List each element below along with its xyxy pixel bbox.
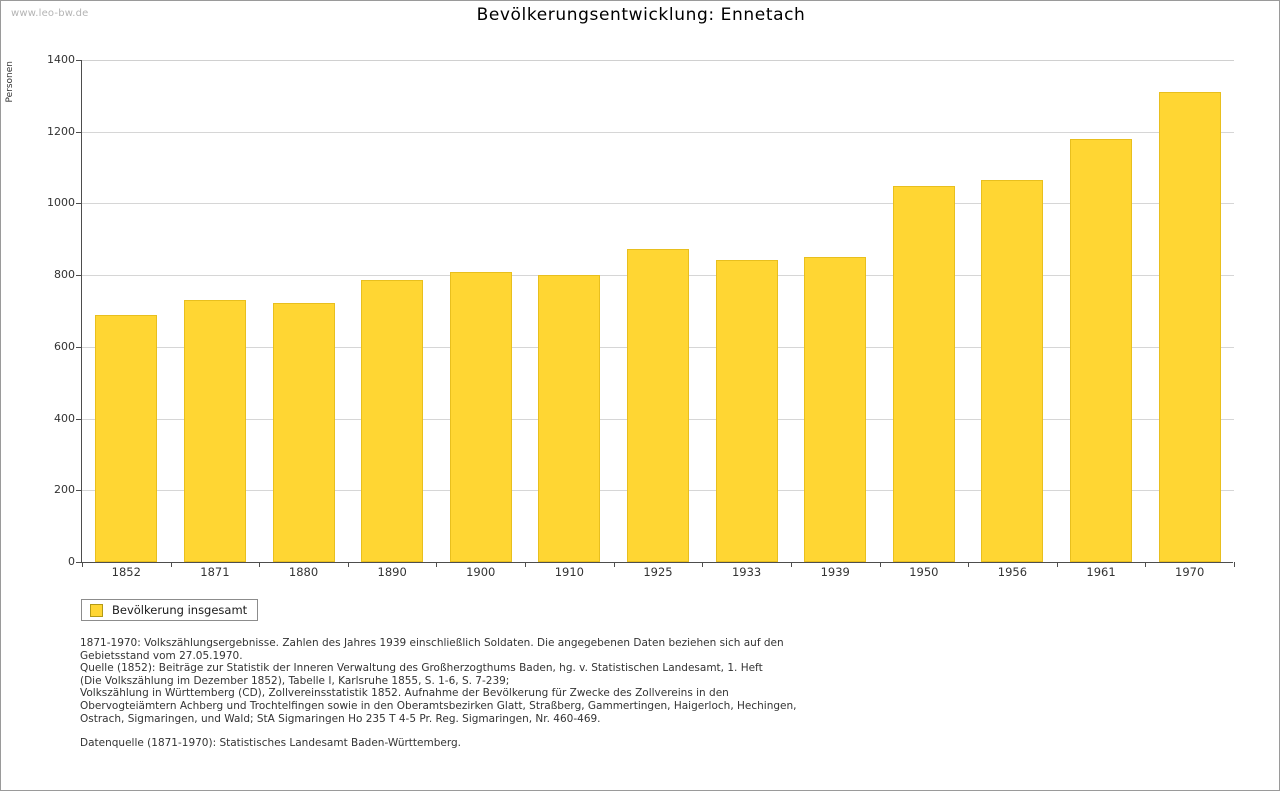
x-tick-mark	[348, 562, 349, 567]
note-line: (Die Volkszählung im Dezember 1852), Tabelle I, Karlsruhe 1855, S. 1-6, S. 7-239;	[80, 674, 510, 687]
x-tick-mark	[1057, 562, 1058, 567]
note-line: Obervogteiämtern Achberg und Trochtelfingen sowie in den Oberamtsbezirken Glatt, Straßberg, Gammertingen, Haigerloch, Hechingen,	[80, 699, 797, 712]
y-tick-label: 1200	[47, 124, 75, 138]
y-tick-label: 400	[54, 411, 75, 425]
page-title: Bevölkerungsentwicklung: Ennetach	[476, 5, 806, 25]
x-tick-label: 1933	[731, 565, 762, 579]
bar[interactable]	[716, 260, 778, 562]
x-tick-label: 1970	[1175, 565, 1205, 579]
bar[interactable]	[893, 186, 955, 562]
x-tick-mark	[968, 562, 969, 567]
bar[interactable]	[95, 315, 157, 562]
x-tick-mark	[259, 562, 260, 567]
x-tick-label: 1939	[820, 565, 850, 579]
bar-series	[82, 60, 1233, 562]
note-line: Volkszählung in Württemberg (CD), Zollvereinsstatistik 1852. Aufnahme der Bevölkerung für Zwecke des Zollvereins in den	[80, 687, 729, 700]
x-tick-mark	[1234, 562, 1235, 567]
x-tick-label: 1950	[909, 565, 939, 579]
x-tick-mark	[82, 562, 83, 567]
x-tick-label: 1871	[200, 565, 230, 579]
x-tick-label: 1900	[466, 565, 496, 579]
x-tick-mark	[436, 562, 437, 567]
bar[interactable]	[981, 180, 1043, 562]
x-axis-labels	[82, 565, 1233, 585]
x-tick-mark	[525, 562, 526, 567]
y-tick-label: 800	[54, 268, 75, 282]
bar[interactable]	[627, 249, 689, 562]
source-note: Datenquelle (1871-1970): Statistisches Landesamt Baden-Württemberg.	[80, 737, 461, 750]
y-axis-ticks	[1, 53, 75, 568]
y-tick-label: 200	[54, 483, 75, 497]
bar[interactable]	[538, 275, 600, 562]
x-tick-label: 1925	[643, 565, 673, 579]
x-tick-label: 1880	[288, 565, 319, 579]
bar[interactable]	[273, 303, 335, 562]
note-spacer	[80, 725, 1080, 737]
y-tick-mark	[76, 419, 81, 420]
x-tick-mark	[171, 562, 172, 567]
legend-label: Bevölkerung insgesamt	[112, 603, 248, 617]
x-tick-mark	[614, 562, 615, 567]
y-tick-mark	[76, 60, 81, 61]
bar[interactable]	[361, 280, 423, 562]
chart-notes	[80, 637, 1080, 750]
x-tick-label: 1961	[1086, 565, 1116, 579]
note-line: 1871-1970: Volkszählungsergebnisse. Zahlen des Jahres 1939 einschließlich Soldaten. Die angegebenen Daten beziehen sich auf den	[80, 637, 784, 649]
y-tick-label: 1000	[47, 196, 75, 210]
x-tick-label: 1956	[997, 565, 1028, 579]
bar[interactable]	[1070, 139, 1132, 562]
x-tick-label: 1890	[377, 565, 407, 579]
note-line: Gebietsstand vom 27.05.1970.	[80, 649, 243, 662]
y-tick-label: 1400	[47, 53, 75, 66]
bar[interactable]	[450, 272, 512, 562]
chart-legend	[81, 599, 258, 621]
y-tick-mark	[76, 203, 81, 204]
x-tick-label: 1910	[554, 565, 584, 579]
x-tick-mark	[791, 562, 792, 567]
y-tick-mark	[76, 132, 81, 133]
bar[interactable]	[184, 300, 246, 562]
y-axis-label: Personen	[5, 61, 15, 103]
y-tick-label: 0	[68, 555, 75, 568]
x-axis-line	[81, 562, 1233, 563]
x-tick-mark	[702, 562, 703, 567]
y-tick-mark	[76, 347, 81, 348]
note-line: Quelle (1852): Beiträge zur Statistik der Inneren Verwaltung des Großherzogthums Baden, hg. v. Statistischen Landesamt, 1. Heft	[80, 662, 763, 675]
bar[interactable]	[1159, 92, 1221, 562]
legend-swatch-icon	[90, 604, 103, 617]
y-tick-label: 600	[54, 339, 75, 353]
y-tick-mark	[76, 275, 81, 276]
x-tick-label: 1852	[111, 565, 141, 579]
note-line: Ostrach, Sigmaringen, und Wald; StA Sigmaringen Ho 235 T 4-5 Pr. Reg. Sigmaringen, Nr. 460-469.	[80, 712, 601, 725]
x-tick-mark	[880, 562, 881, 567]
watermark: www.leo-bw.de	[11, 8, 89, 19]
bar[interactable]	[804, 257, 866, 562]
y-tick-mark	[76, 490, 81, 491]
y-tick-mark	[76, 562, 81, 563]
x-tick-mark	[1145, 562, 1146, 567]
